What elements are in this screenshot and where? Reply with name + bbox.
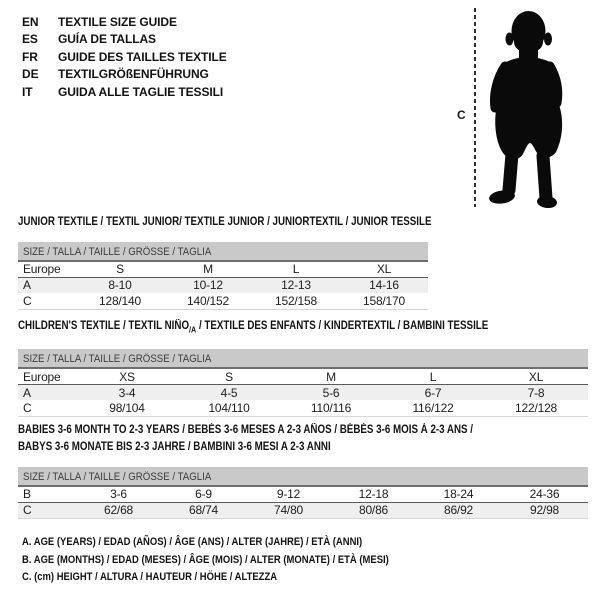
- legend-line-a: A. AGE (YEARS) / EDAD (AÑOS) / ÂGE (ANS) / ALTER (JAHRE) / ETÀ (ANNI): [22, 536, 363, 548]
- table-row-height: [18, 293, 428, 309]
- cell: 8-10: [76, 277, 164, 293]
- table-row-months: [18, 486, 588, 502]
- cell: 62/68: [76, 502, 161, 518]
- cell: 158/170: [363, 293, 405, 308]
- spacer: [18, 229, 428, 242]
- language-code: DE: [22, 67, 39, 82]
- size-header-label: SIZE / TALLA / TAILLE / GRÖSSE / TAGLIA: [23, 353, 212, 366]
- cell: XS: [76, 368, 178, 384]
- row-label: A: [18, 277, 76, 293]
- cell: L: [382, 368, 484, 384]
- guide-title: GUIDE DES TAILLES TEXTILE: [58, 49, 227, 64]
- children-size-section: [18, 319, 588, 417]
- junior-table-title: JUNIOR TEXTILE / TEXTIL JUNIOR/ TEXTILE JUNIOR / JUNIORTEXTIL / JUNIOR TESSILE: [18, 216, 432, 228]
- junior-size-table: [18, 242, 428, 310]
- cell: 110/116: [310, 401, 352, 416]
- cell: S: [178, 368, 280, 384]
- language-title-list: [22, 13, 227, 101]
- title-subscript: /A: [189, 324, 197, 335]
- measurement-legend: [22, 534, 449, 587]
- language-row-fr: [22, 48, 227, 66]
- size-header-label: SIZE / TALLA / TAILLE / GRÖSSE / TAGLIA: [23, 246, 212, 258]
- guide-title: TEXTILGRÖßENFÜHRUNG: [58, 67, 209, 82]
- cell: 4-5: [178, 384, 280, 400]
- language-row-es: [22, 31, 227, 49]
- cell: 10-12: [164, 277, 252, 293]
- row-label: A: [18, 384, 76, 400]
- cell: 3-6: [76, 486, 161, 502]
- cell: M: [164, 261, 252, 277]
- cell: 12-18: [331, 486, 416, 502]
- baby-silhouette-icon: [486, 6, 574, 208]
- cell: 6-9: [161, 486, 246, 502]
- cell: 122/128: [515, 401, 558, 416]
- table-row-height: [18, 502, 588, 518]
- cell: XL: [340, 261, 428, 277]
- row-label: C: [23, 401, 32, 416]
- size-header-cell: [18, 242, 428, 261]
- spacer: [18, 454, 588, 467]
- cell: 92/98: [501, 502, 588, 518]
- cell: 128/140: [99, 293, 141, 308]
- height-measure-dashed-line: [474, 8, 476, 207]
- cell: S: [76, 261, 164, 277]
- babies-size-table: [18, 467, 588, 519]
- language-code: FR: [22, 49, 38, 64]
- legend-line-b: B. AGE (MONTHS) / EDAD (MESES) / ÂGE (MOIS) / ALTER (MONATE) / ETÀ (MESI): [22, 553, 389, 566]
- babies-table-title-line2: BABYS 3-6 MONATE BIS 2-3 JAHRE / BAMBINI 3-6 MESI A 2-3 ANNI: [18, 441, 331, 453]
- cell: 104/110: [208, 401, 250, 416]
- babies-table-title-line1: BABIES 3-6 MONTH TO 2-3 YEARS / BEBÉS 3-6 MESES A 2-3 AÑOS / BÉBÉS 3-6 MOIS À 2-3 ANS /: [18, 424, 474, 436]
- row-label: C: [23, 293, 32, 308]
- table-row-europe: [18, 261, 428, 277]
- language-code: EN: [22, 14, 39, 29]
- title-part: CHILDREN'S TEXTILE / TEXTIL NIÑO: [18, 320, 190, 332]
- babies-size-section: [18, 423, 588, 519]
- cell: L: [252, 261, 340, 277]
- cell: 12-13: [252, 277, 340, 293]
- row-label: Europe: [18, 368, 76, 384]
- spacer: [18, 336, 588, 349]
- cell: 98/104: [109, 401, 145, 416]
- cell: 152/158: [275, 293, 317, 308]
- language-row-de: [22, 66, 227, 84]
- cell: 86/92: [416, 502, 501, 518]
- children-size-table: [18, 349, 588, 417]
- row-label: C: [18, 502, 76, 518]
- cell: 140/152: [187, 293, 229, 308]
- size-header-label: SIZE / TALLA / TAILLE / GRÖSSE / TAGLIA: [23, 471, 212, 483]
- cell: 7-8: [484, 384, 588, 400]
- children-table-title: [18, 319, 503, 336]
- cell: 74/80: [246, 502, 331, 518]
- cell: 14-16: [340, 277, 428, 293]
- size-header-cell: [18, 467, 588, 486]
- size-header-row: [18, 349, 588, 368]
- junior-size-section: [18, 215, 432, 310]
- cell: 3-4: [76, 384, 178, 400]
- table-row-europe: [18, 368, 588, 384]
- table-row-age: [18, 277, 428, 293]
- language-code: IT: [22, 84, 33, 99]
- table-row-age: [18, 384, 588, 400]
- language-code: ES: [22, 32, 38, 47]
- row-label: Europe: [18, 261, 76, 277]
- cell: M: [280, 368, 382, 384]
- guide-title: GUIDA ALLE TAGLIE TESSILI: [58, 84, 224, 99]
- cell: 80/86: [331, 502, 416, 518]
- cell: 9-12: [246, 486, 331, 502]
- cell: 24-36: [501, 486, 588, 502]
- cell: 18-24: [416, 486, 501, 502]
- height-measure-label: C: [457, 108, 466, 122]
- cell: 5-6: [280, 384, 382, 400]
- cell: XL: [484, 368, 588, 384]
- size-header-cell: [18, 349, 588, 368]
- language-row-it: [22, 83, 227, 101]
- table-row-height: [18, 400, 588, 416]
- row-label: B: [18, 486, 76, 502]
- cell: 68/74: [161, 502, 246, 518]
- language-row-en: [22, 13, 227, 31]
- guide-title: GUÍA DE TALLAS: [58, 32, 156, 47]
- cell: 116/122: [412, 401, 454, 416]
- guide-title: TEXTILE SIZE GUIDE: [58, 14, 177, 29]
- size-header-row: [18, 242, 428, 261]
- size-header-row: [18, 467, 588, 486]
- legend-line-c: C. (cm) HEIGHT / ALTURA / HAUTEUR / HÖHE / ALTEZZA: [22, 571, 278, 583]
- cell: 6-7: [382, 384, 484, 400]
- title-part: / TEXTILE DES ENFANTS / KINDERTEXTIL / BAMBINI TESSILE: [196, 320, 489, 332]
